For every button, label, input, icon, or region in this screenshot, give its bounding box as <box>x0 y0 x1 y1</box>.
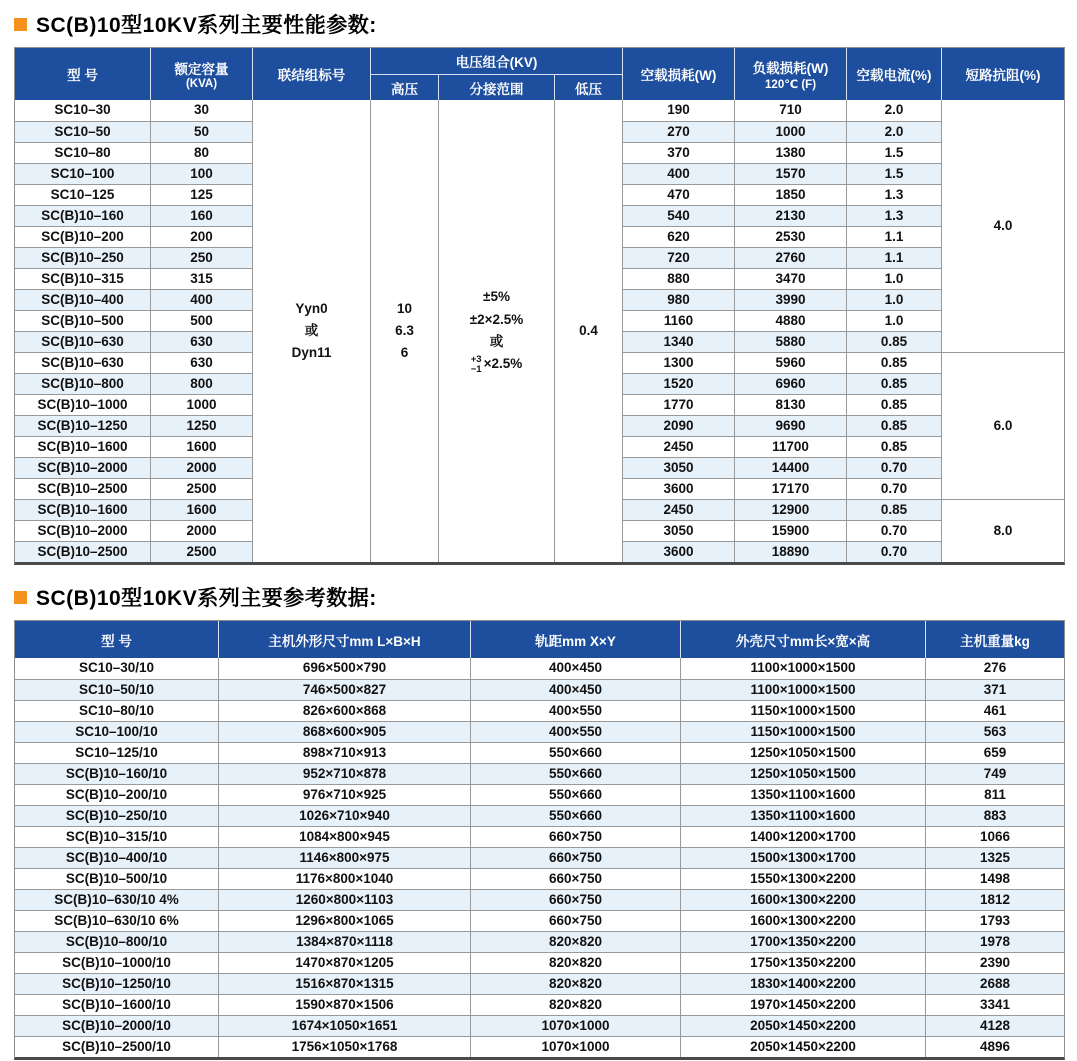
cell-noload-loss: 1770 <box>623 394 735 415</box>
cell-rated-capacity: 1250 <box>151 415 253 436</box>
cell-body-dimensions: 1516×870×1315 <box>219 973 471 994</box>
cell-main-weight: 4896 <box>926 1036 1064 1057</box>
cell-body-dimensions: 1146×800×975 <box>219 847 471 868</box>
cell-noload-current: 0.70 <box>847 520 942 541</box>
cell-load-loss: 2530 <box>735 226 847 247</box>
cell-rail-gauge: 660×750 <box>471 826 681 847</box>
reference-table-header <box>15 621 1064 658</box>
cell-model: SC(B)10–2000/10 <box>15 1015 219 1036</box>
cell-main-weight: 1066 <box>926 826 1064 847</box>
cell-noload-current: 1.3 <box>847 184 942 205</box>
cell-shell-dimensions: 1970×1450×2200 <box>681 994 926 1015</box>
cell-body-dimensions: 1384×870×1118 <box>219 931 471 952</box>
table-row <box>15 994 1064 1015</box>
cell-load-loss: 5880 <box>735 331 847 352</box>
cell-rated-capacity: 1600 <box>151 436 253 457</box>
cell-rated-capacity: 2500 <box>151 478 253 499</box>
cell-noload-loss: 3050 <box>623 457 735 478</box>
cell-model: SC(B)10–1250 <box>15 415 151 436</box>
cell-noload-current: 0.85 <box>847 415 942 436</box>
header-voltage-combination: 电压组合(KV) <box>371 48 623 75</box>
cell-main-weight: 749 <box>926 763 1064 784</box>
cell-body-dimensions: 1470×870×1205 <box>219 952 471 973</box>
cell-rail-gauge: 400×450 <box>471 679 681 700</box>
cell-model: SC10–125/10 <box>15 742 219 763</box>
cell-noload-loss: 190 <box>623 100 735 121</box>
cell-noload-loss: 370 <box>623 142 735 163</box>
cell-noload-loss: 3600 <box>623 541 735 562</box>
cell-model: SC(B)10–250 <box>15 247 151 268</box>
cell-body-dimensions: 826×600×868 <box>219 700 471 721</box>
performance-section-title <box>14 9 1063 39</box>
cell-load-loss: 6960 <box>735 373 847 394</box>
cell-rail-gauge: 550×660 <box>471 805 681 826</box>
cell-shell-dimensions: 2050×1450×2200 <box>681 1036 926 1057</box>
cell-model: SC(B)10–630 <box>15 352 151 373</box>
cell-noload-current: 0.85 <box>847 436 942 457</box>
cell-model: SC10–30/10 <box>15 658 219 679</box>
cell-rated-capacity: 1600 <box>151 499 253 520</box>
cell-load-loss: 1570 <box>735 163 847 184</box>
cell-noload-current: 1.0 <box>847 310 942 331</box>
cell-model: SC(B)10–160 <box>15 205 151 226</box>
cell-rail-gauge: 820×820 <box>471 994 681 1015</box>
cell-main-weight: 811 <box>926 784 1064 805</box>
cell-noload-loss: 2450 <box>623 436 735 457</box>
cell-high-voltage: 10 6.3 6 <box>371 100 439 562</box>
table-row <box>15 763 1064 784</box>
cell-main-weight: 659 <box>926 742 1064 763</box>
cell-rail-gauge: 660×750 <box>471 910 681 931</box>
cell-model: SC(B)10–2000 <box>15 457 151 478</box>
cell-model: SC(B)10–1000 <box>15 394 151 415</box>
cell-body-dimensions: 1296×800×1065 <box>219 910 471 931</box>
cell-noload-current: 1.5 <box>847 163 942 184</box>
cell-shell-dimensions: 1500×1300×1700 <box>681 847 926 868</box>
cell-shell-dimensions: 1250×1050×1500 <box>681 763 926 784</box>
cell-noload-current: 0.70 <box>847 541 942 562</box>
cell-load-loss: 5960 <box>735 352 847 373</box>
header-noload-loss: 空载损耗(W) <box>623 48 735 100</box>
cell-noload-current: 0.85 <box>847 352 942 373</box>
cell-body-dimensions: 1674×1050×1651 <box>219 1015 471 1036</box>
cell-main-weight: 461 <box>926 700 1064 721</box>
cell-model: SC10–50/10 <box>15 679 219 700</box>
table-row <box>15 700 1064 721</box>
cell-noload-loss: 400 <box>623 163 735 184</box>
cell-noload-loss: 620 <box>623 226 735 247</box>
cell-model: SC(B)10–1600 <box>15 499 151 520</box>
cell-load-loss: 14400 <box>735 457 847 478</box>
performance-table-body <box>15 100 1064 562</box>
table-row <box>15 826 1064 847</box>
cell-noload-loss: 270 <box>623 121 735 142</box>
orange-square-bullet-icon <box>14 591 27 604</box>
table-row <box>15 100 1064 121</box>
cell-model: SC(B)10–2500 <box>15 478 151 499</box>
cell-load-loss: 3990 <box>735 289 847 310</box>
cell-body-dimensions: 1084×800×945 <box>219 826 471 847</box>
cell-rail-gauge: 550×660 <box>471 742 681 763</box>
cell-body-dimensions: 1176×800×1040 <box>219 868 471 889</box>
table-row <box>15 889 1064 910</box>
reference-data-table <box>14 620 1065 1060</box>
cell-noload-current: 1.1 <box>847 247 942 268</box>
cell-tap-range: ±5% ±2×2.5% 或 +3 −1 ×2.5% <box>439 100 555 562</box>
header-rail-gauge: 轨距mm X×Y <box>471 621 681 658</box>
header-model: 型 号 <box>15 48 151 100</box>
cell-body-dimensions: 746×500×827 <box>219 679 471 700</box>
cell-rail-gauge: 820×820 <box>471 952 681 973</box>
header-shell-dimensions: 外壳尺寸mm长×宽×高 <box>681 621 926 658</box>
cell-main-weight: 1793 <box>926 910 1064 931</box>
cell-body-dimensions: 952×710×878 <box>219 763 471 784</box>
cell-main-weight: 1978 <box>926 931 1064 952</box>
cell-model: SC(B)10–200/10 <box>15 784 219 805</box>
cell-noload-loss: 1160 <box>623 310 735 331</box>
cell-rated-capacity: 30 <box>151 100 253 121</box>
cell-rail-gauge: 1070×1000 <box>471 1015 681 1036</box>
table-row <box>15 805 1064 826</box>
cell-model: SC(B)10–1000/10 <box>15 952 219 973</box>
cell-shell-dimensions: 1600×1300×2200 <box>681 889 926 910</box>
cell-model: SC(B)10–1600 <box>15 436 151 457</box>
cell-rail-gauge: 660×750 <box>471 889 681 910</box>
cell-model: SC(B)10–1600/10 <box>15 994 219 1015</box>
cell-noload-loss: 3050 <box>623 520 735 541</box>
table-row <box>15 1015 1064 1036</box>
cell-short-circuit-impedance: 8.0 <box>942 499 1064 562</box>
cell-noload-current: 0.70 <box>847 457 942 478</box>
header-connection-group: 联结组标号 <box>253 48 371 100</box>
tap-stacked-fraction: +3 −1 <box>470 353 482 375</box>
cell-rated-capacity: 2500 <box>151 541 253 562</box>
cell-rail-gauge: 820×820 <box>471 931 681 952</box>
cell-noload-current: 1.5 <box>847 142 942 163</box>
table-row <box>15 868 1064 889</box>
cell-main-weight: 2390 <box>926 952 1064 973</box>
cell-rated-capacity: 80 <box>151 142 253 163</box>
table-row <box>15 784 1064 805</box>
cell-rated-capacity: 800 <box>151 373 253 394</box>
reference-table-body <box>15 658 1064 1057</box>
cell-main-weight: 563 <box>926 721 1064 742</box>
cell-rated-capacity: 1000 <box>151 394 253 415</box>
cell-rated-capacity: 250 <box>151 247 253 268</box>
cell-rated-capacity: 50 <box>151 121 253 142</box>
cell-noload-current: 0.85 <box>847 331 942 352</box>
cell-shell-dimensions: 1700×1350×2200 <box>681 931 926 952</box>
cell-body-dimensions: 1756×1050×1768 <box>219 1036 471 1057</box>
cell-body-dimensions: 976×710×925 <box>219 784 471 805</box>
header-main-weight: 主机重量kg <box>926 621 1064 658</box>
cell-load-loss: 17170 <box>735 478 847 499</box>
cell-model: SC(B)10–315 <box>15 268 151 289</box>
header-rated-capacity: 额定容量 (KVA) <box>151 48 253 100</box>
cell-model: SC10–80 <box>15 142 151 163</box>
cell-model: SC10–125 <box>15 184 151 205</box>
cell-shell-dimensions: 1250×1050×1500 <box>681 742 926 763</box>
cell-rail-gauge: 550×660 <box>471 763 681 784</box>
cell-shell-dimensions: 1400×1200×1700 <box>681 826 926 847</box>
cell-shell-dimensions: 1830×1400×2200 <box>681 973 926 994</box>
cell-rail-gauge: 820×820 <box>471 973 681 994</box>
header-model: 型 号 <box>15 621 219 658</box>
cell-load-loss: 2130 <box>735 205 847 226</box>
header-high-voltage: 高压 <box>371 75 439 100</box>
cell-load-loss: 15900 <box>735 520 847 541</box>
cell-model: SC(B)10–630/10 4% <box>15 889 219 910</box>
cell-model: SC(B)10–630 <box>15 331 151 352</box>
performance-title-text: SC(B)10型10KV系列主要性能参数: <box>36 14 377 37</box>
cell-model: SC10–50 <box>15 121 151 142</box>
cell-load-loss: 9690 <box>735 415 847 436</box>
cell-main-weight: 371 <box>926 679 1064 700</box>
cell-model: SC(B)10–800 <box>15 373 151 394</box>
cell-rated-capacity: 500 <box>151 310 253 331</box>
cell-noload-current: 2.0 <box>847 100 942 121</box>
cell-noload-current: 1.3 <box>847 205 942 226</box>
cell-rated-capacity: 2000 <box>151 520 253 541</box>
cell-noload-loss: 880 <box>623 268 735 289</box>
cell-load-loss: 18890 <box>735 541 847 562</box>
cell-model: SC10–100/10 <box>15 721 219 742</box>
cell-rated-capacity: 2000 <box>151 457 253 478</box>
cell-shell-dimensions: 1550×1300×2200 <box>681 868 926 889</box>
cell-body-dimensions: 1026×710×940 <box>219 805 471 826</box>
cell-rated-capacity: 125 <box>151 184 253 205</box>
cell-shell-dimensions: 2050×1450×2200 <box>681 1015 926 1036</box>
cell-noload-loss: 470 <box>623 184 735 205</box>
reference-section-title <box>14 582 1063 612</box>
cell-noload-loss: 2450 <box>623 499 735 520</box>
table-row <box>15 973 1064 994</box>
cell-load-loss: 710 <box>735 100 847 121</box>
cell-noload-loss: 3600 <box>623 478 735 499</box>
header-short-circuit-impedance: 短路抗阻(%) <box>942 48 1064 100</box>
cell-noload-loss: 1520 <box>623 373 735 394</box>
cell-rated-capacity: 630 <box>151 331 253 352</box>
cell-model: SC(B)10–315/10 <box>15 826 219 847</box>
cell-short-circuit-impedance: 6.0 <box>942 352 1064 499</box>
cell-noload-loss: 2090 <box>623 415 735 436</box>
table-row <box>15 1036 1064 1057</box>
cell-main-weight: 3341 <box>926 994 1064 1015</box>
table-row <box>15 847 1064 868</box>
cell-noload-loss: 980 <box>623 289 735 310</box>
cell-low-voltage: 0.4 <box>555 100 623 562</box>
cell-main-weight: 883 <box>926 805 1064 826</box>
cell-main-weight: 1812 <box>926 889 1064 910</box>
cell-model: SC(B)10–630/10 6% <box>15 910 219 931</box>
cell-rail-gauge: 400×550 <box>471 700 681 721</box>
cell-rated-capacity: 100 <box>151 163 253 184</box>
cell-rail-gauge: 660×750 <box>471 868 681 889</box>
cell-body-dimensions: 898×710×913 <box>219 742 471 763</box>
cell-noload-loss: 720 <box>623 247 735 268</box>
cell-model: SC(B)10–800/10 <box>15 931 219 952</box>
cell-load-loss: 4880 <box>735 310 847 331</box>
table-row <box>15 952 1064 973</box>
cell-load-loss: 1380 <box>735 142 847 163</box>
cell-model: SC10–30 <box>15 100 151 121</box>
table-row <box>15 679 1064 700</box>
cell-load-loss: 2760 <box>735 247 847 268</box>
cell-noload-current: 1.0 <box>847 268 942 289</box>
cell-rail-gauge: 550×660 <box>471 784 681 805</box>
cell-rated-capacity: 400 <box>151 289 253 310</box>
cell-body-dimensions: 868×600×905 <box>219 721 471 742</box>
cell-noload-loss: 540 <box>623 205 735 226</box>
cell-main-weight: 1325 <box>926 847 1064 868</box>
cell-model: SC(B)10–2500 <box>15 541 151 562</box>
cell-rail-gauge: 1070×1000 <box>471 1036 681 1057</box>
header-load-loss: 负载损耗(W) 120℃ (F) <box>735 48 847 100</box>
cell-model: SC(B)10–160/10 <box>15 763 219 784</box>
cell-load-loss: 11700 <box>735 436 847 457</box>
table-row <box>15 721 1064 742</box>
cell-shell-dimensions: 1150×1000×1500 <box>681 700 926 721</box>
cell-connection-group: Yyn0 或 Dyn11 <box>253 100 371 562</box>
cell-shell-dimensions: 1350×1100×1600 <box>681 805 926 826</box>
cell-body-dimensions: 696×500×790 <box>219 658 471 679</box>
cell-shell-dimensions: 1350×1100×1600 <box>681 784 926 805</box>
cell-rail-gauge: 660×750 <box>471 847 681 868</box>
cell-rated-capacity: 200 <box>151 226 253 247</box>
cell-rated-capacity: 630 <box>151 352 253 373</box>
cell-body-dimensions: 1590×870×1506 <box>219 994 471 1015</box>
cell-noload-loss: 1300 <box>623 352 735 373</box>
header-body-dimensions: 主机外形尺寸mm L×B×H <box>219 621 471 658</box>
cell-main-weight: 2688 <box>926 973 1064 994</box>
cell-model: SC(B)10–1250/10 <box>15 973 219 994</box>
cell-rail-gauge: 400×550 <box>471 721 681 742</box>
orange-square-bullet-icon <box>14 18 27 31</box>
cell-model: SC10–80/10 <box>15 700 219 721</box>
cell-shell-dimensions: 1600×1300×2200 <box>681 910 926 931</box>
cell-load-loss: 1000 <box>735 121 847 142</box>
cell-load-loss: 1850 <box>735 184 847 205</box>
cell-load-loss: 3470 <box>735 268 847 289</box>
header-low-voltage: 低压 <box>555 75 623 100</box>
table-row <box>15 931 1064 952</box>
cell-model: SC(B)10–2500/10 <box>15 1036 219 1057</box>
cell-model: SC(B)10–500/10 <box>15 868 219 889</box>
performance-table-header <box>15 48 1064 100</box>
cell-short-circuit-impedance: 4.0 <box>942 100 1064 352</box>
cell-model: SC(B)10–400/10 <box>15 847 219 868</box>
cell-model: SC(B)10–500 <box>15 310 151 331</box>
performance-parameters-table <box>14 47 1065 565</box>
table-row <box>15 910 1064 931</box>
cell-rail-gauge: 400×450 <box>471 658 681 679</box>
cell-noload-current: 0.85 <box>847 394 942 415</box>
cell-rated-capacity: 315 <box>151 268 253 289</box>
cell-model: SC(B)10–250/10 <box>15 805 219 826</box>
reference-title-text: SC(B)10型10KV系列主要参考数据: <box>36 587 377 610</box>
cell-shell-dimensions: 1750×1350×2200 <box>681 952 926 973</box>
cell-noload-current: 2.0 <box>847 121 942 142</box>
table-row <box>15 742 1064 763</box>
cell-model: SC(B)10–2000 <box>15 520 151 541</box>
cell-shell-dimensions: 1150×1000×1500 <box>681 721 926 742</box>
cell-main-weight: 276 <box>926 658 1064 679</box>
cell-noload-current: 1.0 <box>847 289 942 310</box>
cell-main-weight: 1498 <box>926 868 1064 889</box>
header-noload-current: 空载电流(%) <box>847 48 942 100</box>
cell-shell-dimensions: 1100×1000×1500 <box>681 658 926 679</box>
cell-model: SC(B)10–400 <box>15 289 151 310</box>
cell-main-weight: 4128 <box>926 1015 1064 1036</box>
cell-noload-current: 0.85 <box>847 373 942 394</box>
cell-model: SC(B)10–200 <box>15 226 151 247</box>
cell-rated-capacity: 160 <box>151 205 253 226</box>
table-row <box>15 658 1064 679</box>
header-tap-range: 分接范围 <box>439 75 555 100</box>
cell-noload-current: 0.70 <box>847 478 942 499</box>
cell-noload-current: 1.1 <box>847 226 942 247</box>
cell-noload-loss: 1340 <box>623 331 735 352</box>
cell-load-loss: 8130 <box>735 394 847 415</box>
cell-shell-dimensions: 1100×1000×1500 <box>681 679 926 700</box>
cell-load-loss: 12900 <box>735 499 847 520</box>
cell-body-dimensions: 1260×800×1103 <box>219 889 471 910</box>
cell-noload-current: 0.85 <box>847 499 942 520</box>
cell-model: SC10–100 <box>15 163 151 184</box>
